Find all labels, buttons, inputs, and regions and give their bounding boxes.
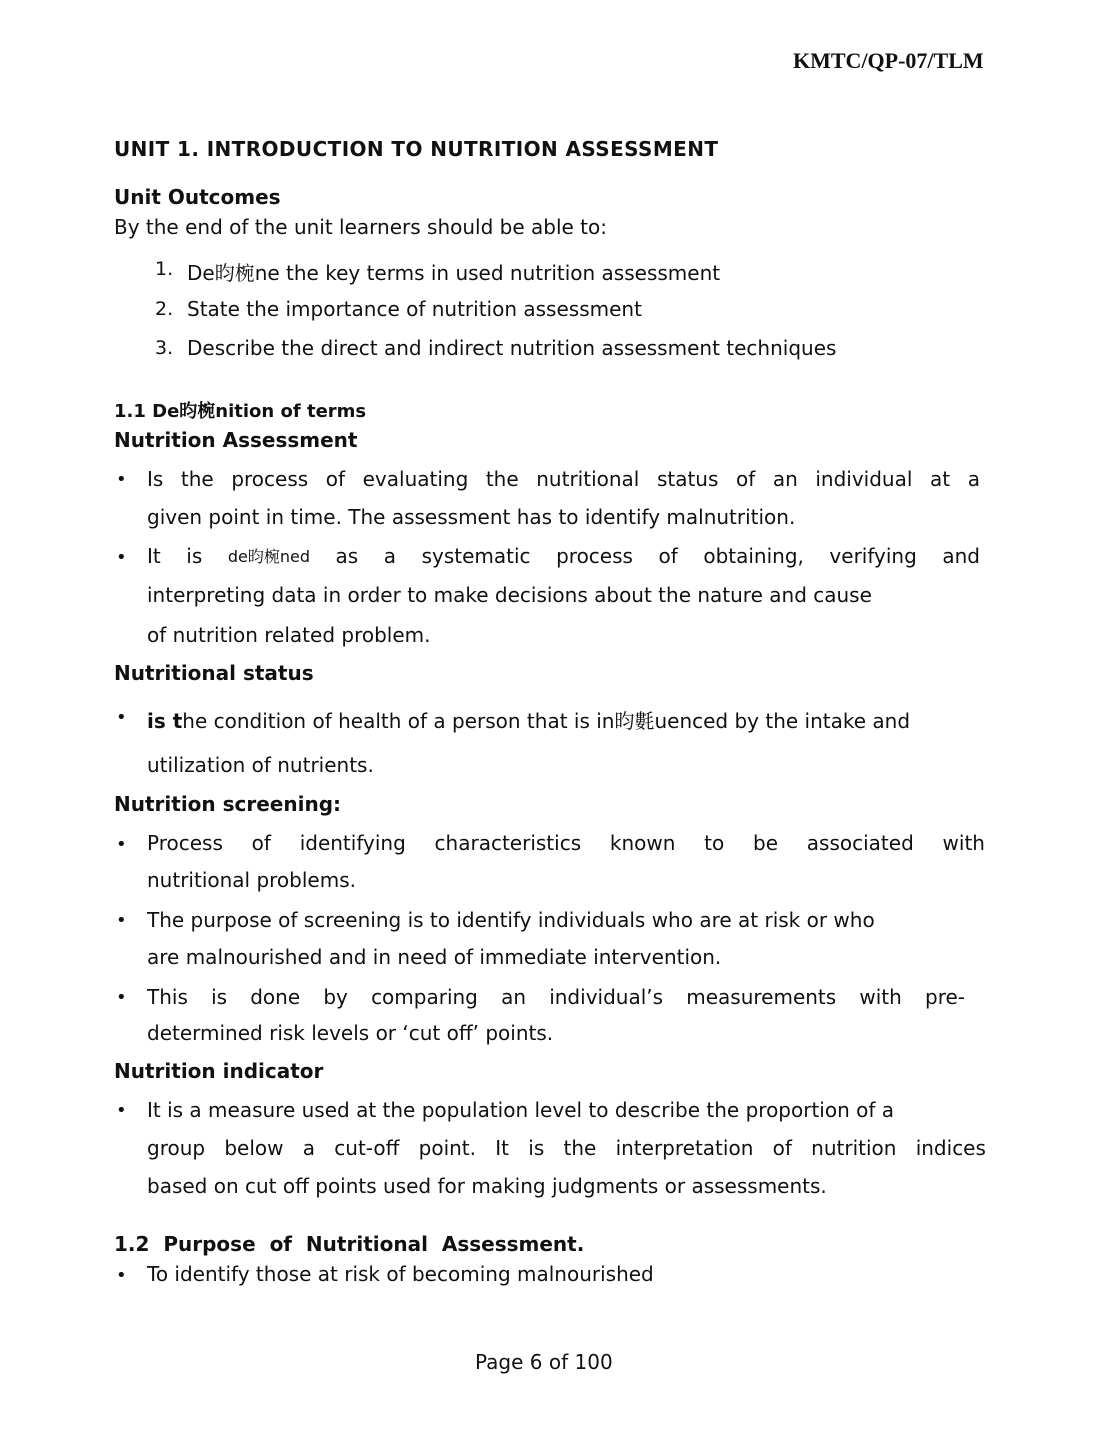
assessment-bullet-1-line-1 [147, 467, 980, 491]
word: identifying [299, 831, 406, 855]
word: a [967, 467, 980, 491]
outcomes-heading: Unit Outcomes [114, 185, 281, 209]
unit-title: UNIT 1. INTRODUCTION TO NUTRITION ASSESSMENT [114, 137, 719, 161]
word: of [658, 544, 678, 568]
word: characteristics [434, 831, 582, 855]
word: indices [915, 1136, 986, 1160]
outcome-number: 3. [155, 337, 174, 359]
screening-bullet-3-line-2: determined risk levels or ‘cut off’ points. [147, 1021, 554, 1045]
word: This [147, 985, 188, 1009]
page-number: Page 6 of 100 [475, 1350, 613, 1374]
indicator-line-2 [147, 1136, 986, 1160]
section-1-2-heading: 1.2 Purpose of Nutritional Assessment. [114, 1232, 585, 1256]
assessment-bullet-2-line-3: of nutrition related problem. [147, 623, 431, 647]
outcome-number: 2. [155, 298, 174, 320]
word: with [942, 831, 985, 855]
word: process [556, 544, 633, 568]
outcome-item: De昀椀ne the key terms in used nutrition assessment [187, 261, 721, 285]
word: systematic [421, 544, 531, 568]
word: Process [147, 831, 223, 855]
word: of [325, 467, 346, 491]
word: done [250, 985, 301, 1009]
word: pre- [925, 985, 965, 1009]
word: of [251, 831, 271, 855]
document-code: KMTC/QP-07/TLM [793, 48, 984, 73]
indicator-line-1: It is a measure used at the population level to describe the proportion of a [147, 1098, 895, 1122]
assessment-bullet-1-line-2: given point in time. The assessment has to identify malnutrition. [147, 505, 796, 529]
word: a [383, 544, 397, 568]
nutritional-status-heading: Nutritional status [114, 661, 314, 685]
word: Is [147, 467, 164, 491]
bullet-icon: • [116, 910, 127, 931]
status-line-2: utilization of nutrients. [147, 753, 374, 777]
word: It [495, 1136, 510, 1160]
word: interpretation [615, 1136, 754, 1160]
word: verifying [829, 544, 917, 568]
word: associated [806, 831, 914, 855]
word: It [147, 544, 161, 568]
indicator-line-3: based on cut off points used for making judgments or assessments. [147, 1174, 827, 1198]
word: the [485, 467, 519, 491]
bullet-icon: • [116, 547, 127, 568]
word: group [147, 1136, 206, 1160]
status-line-1-rest: he condition of health of a person that is in昀氀uenced by the intake and [182, 709, 911, 733]
status-line-1 [147, 705, 910, 734]
word: of [735, 467, 756, 491]
screening-bullet-3-line-1 [147, 985, 965, 1009]
word: be [753, 831, 779, 855]
bullet-icon: • [116, 1265, 127, 1286]
outcome-item: State the importance of nutrition assessment [187, 297, 642, 321]
word: nutritional [536, 467, 640, 491]
status-bold-prefix: is t [147, 709, 183, 733]
assessment-bullet-2-line-1 [147, 544, 980, 568]
word: as [335, 544, 359, 568]
word: nutrition [811, 1136, 897, 1160]
screening-bullet-1-line-2: nutritional problems. [147, 868, 356, 892]
word: to [704, 831, 725, 855]
word: is [186, 544, 203, 568]
word: individual [815, 467, 913, 491]
section-1-1-heading: 1.1 De昀椀nition of terms [114, 401, 367, 422]
outcomes-intro: By the end of the unit learners should be able to: [114, 215, 607, 239]
word: the [563, 1136, 597, 1160]
word: of [772, 1136, 792, 1160]
assessment-bullet-2-line-2: interpreting data in order to make decisions about the nature and cause [147, 583, 872, 607]
nutrition-indicator-heading: Nutrition indicator [114, 1059, 324, 1083]
word: at [930, 467, 951, 491]
word: individual’s [549, 985, 664, 1009]
bullet-icon: • [116, 834, 127, 855]
word: known [609, 831, 676, 855]
word: process [231, 467, 309, 491]
word: below [224, 1136, 284, 1160]
word: measurements [686, 985, 837, 1009]
outcome-item: Describe the direct and indirect nutrition assessment techniques [187, 336, 837, 360]
bullet-icon: • [116, 987, 127, 1008]
outcome-number: 1. [155, 258, 174, 280]
screening-bullet-2-line-2: are malnourished and in need of immediate intervention. [147, 945, 722, 969]
nutrition-assessment-heading: Nutrition Assessment [114, 428, 358, 452]
word: the [180, 467, 214, 491]
word: with [859, 985, 902, 1009]
word: status [656, 467, 719, 491]
word: point. [418, 1136, 477, 1160]
word: an [501, 985, 527, 1009]
word: evaluating [362, 467, 469, 491]
bullet-icon: • [116, 469, 127, 490]
word: a [302, 1136, 316, 1160]
bullet-icon: • [116, 707, 127, 728]
bullet-icon: • [116, 1100, 127, 1121]
word: by [323, 985, 348, 1009]
nutrition-screening-heading: Nutrition screening: [114, 792, 342, 816]
word: de昀椀ned [227, 547, 310, 566]
word: cut-off [334, 1136, 400, 1160]
word: is [528, 1136, 545, 1160]
word: an [772, 467, 798, 491]
word: and [942, 544, 980, 568]
purpose-bullet-1: To identify those at risk of becoming malnourished [147, 1262, 654, 1286]
word: obtaining, [703, 544, 804, 568]
word: comparing [371, 985, 478, 1009]
screening-bullet-1-line-1 [147, 831, 985, 855]
screening-bullet-2-line-1: The purpose of screening is to identify individuals who are at risk or who [147, 908, 875, 932]
word: is [211, 985, 228, 1009]
